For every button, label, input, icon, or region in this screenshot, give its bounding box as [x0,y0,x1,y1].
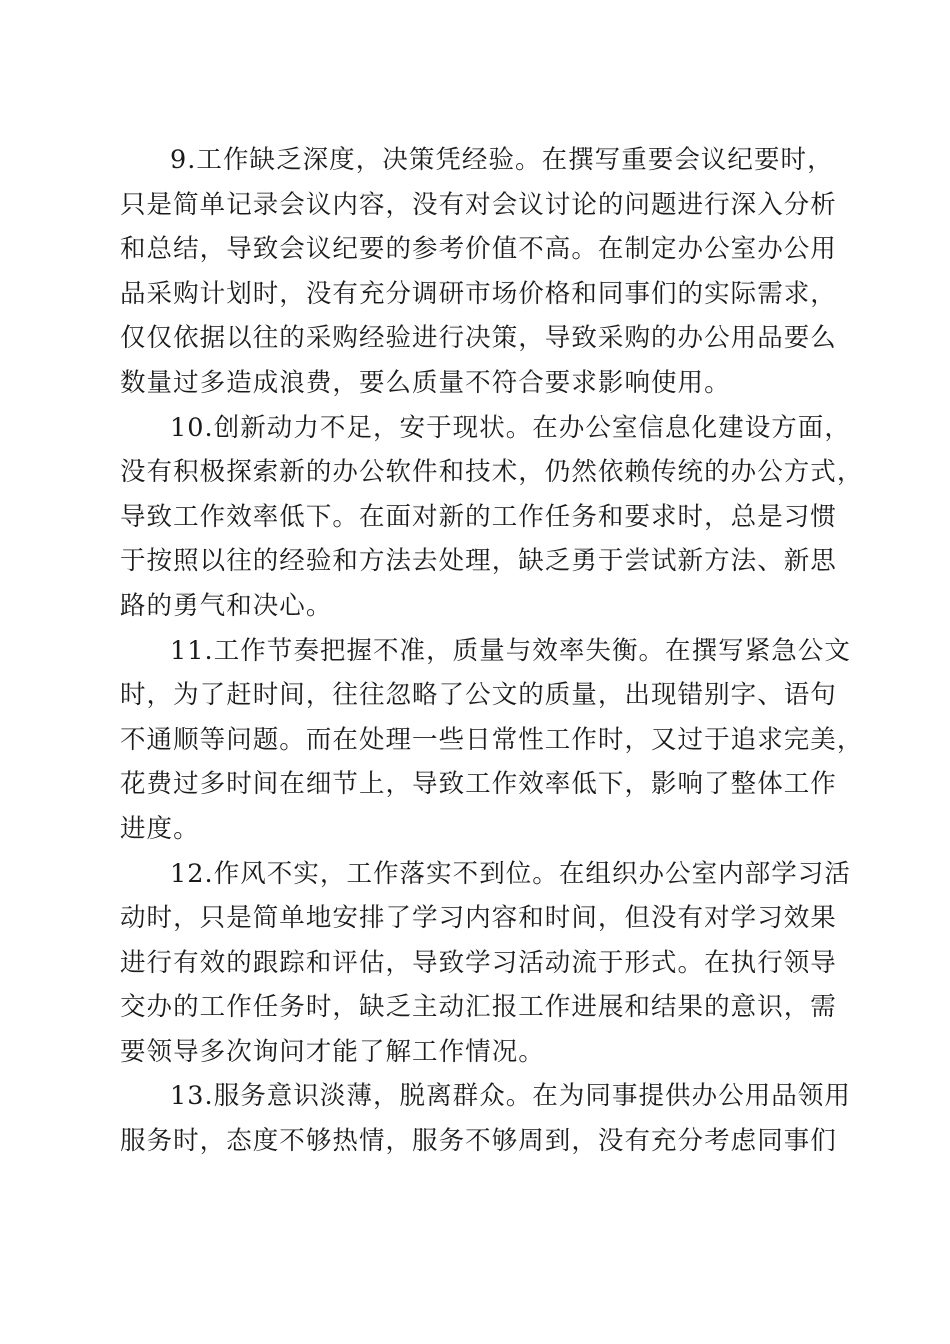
text-line: 要领导多次询问才能了解工作情况。 [120,1036,545,1067]
text-line: 10.创新动力不足，安于现状。在办公室信息化建设方面， [170,412,851,443]
text-line: 导致工作效率低下。在面对新的工作任务和要求时，总是习惯 [120,501,837,532]
text-line: 数量过多造成浪费，要么质量不符合要求影响使用。 [120,367,731,398]
paragraph-item-10 [120,406,864,629]
text-line: 只是简单记录会议内容，没有对会议讨论的问题进行深入分析 [120,189,837,220]
text-line: 仅仅依据以往的采购经验进行决策，导致采购的办公用品要么 [120,323,837,354]
text-line: 13.服务意识淡薄，脱离群众。在为同事提供办公用品领用 [170,1081,851,1112]
text-line: 花费过多时间在细节上，导致工作效率低下，影响了整体工作 [120,769,837,800]
text-line: 不通顺等问题。而在处理一些日常性工作时，又过于追求完美， [120,724,864,755]
text-line: 没有积极探索新的办公软件和技术，仍然依赖传统的办公方式， [120,457,864,488]
text-line: 进度。 [120,813,200,844]
text-line: 11.工作节奏把握不准，质量与效率失衡。在撰写紧急公文 [170,635,851,666]
document-page [120,138,864,1164]
text-line: 动时，只是简单地安排了学习内容和时间，但没有对学习效果 [120,903,837,934]
paragraph-item-13 [120,1074,851,1163]
text-line: 9.工作缺乏深度，决策凭经验。在撰写重要会议纪要时， [170,145,834,175]
text-line: 于按照以往的经验和方法去处理，缺乏勇于尝试新方法、新思 [120,546,837,577]
text-line: 时，为了赶时间，往往忽略了公文的质量，出现错别字、语句 [120,680,837,711]
text-line: 12.作风不实，工作落实不到位。在组织办公室内部学习活 [170,858,851,889]
text-line: 和总结，导致会议纪要的参考价值不高。在制定办公室办公用 [120,234,837,265]
text-line: 服务时，态度不够热情，服务不够周到，没有充分考虑同事们 [120,1126,837,1157]
text-line: 品采购计划时，没有充分调研市场价格和同事们的实际需求， [120,278,837,309]
paragraph-item-12 [120,852,851,1075]
text-line: 进行有效的跟踪和评估，导致学习活动流于形式。在执行领导 [120,947,837,978]
paragraph-item-9 [120,138,837,406]
paragraph-item-11 [120,629,864,852]
text-line: 交办的工作任务时，缺乏主动汇报工作进展和结果的意识，需 [120,992,837,1023]
text-line: 路的勇气和决心。 [120,590,333,621]
